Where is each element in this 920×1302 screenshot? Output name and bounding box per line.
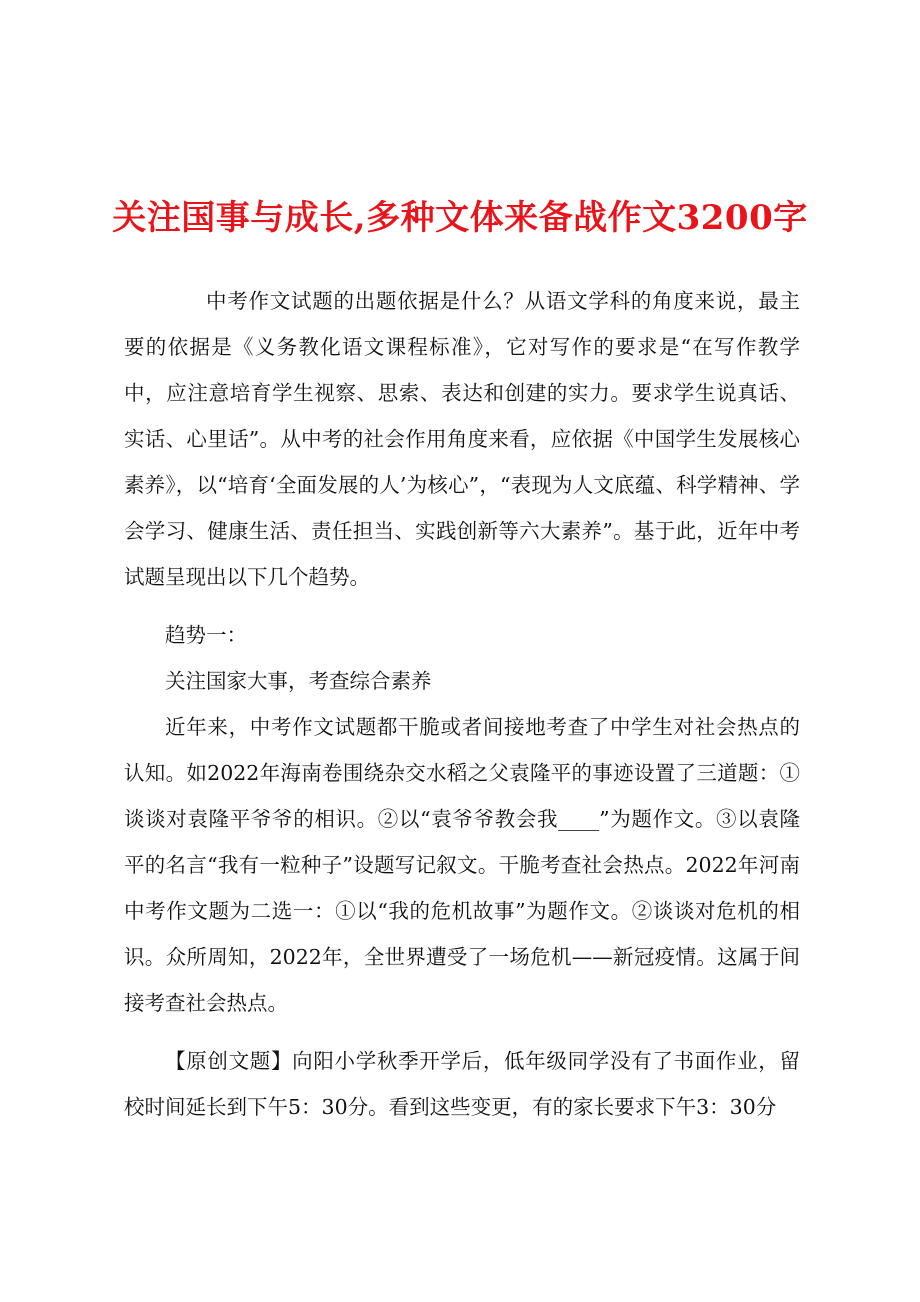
intro-paragraph: 中考作文试题的出题依据是什么？从语文学科的角度来说，最主要的依据是《义务教化语文课程标准》，它对写作的要求是“在写作教学中，应注意培育学生视察、思索、表达和创建的实力。要求学生说真话、实话、心里话”。从中考的社会作用角度来看，应依据《中国学生发展核心素养》，以“培育‘全面发展的人’为核心”，“表现为人文底蕴、科学精神、学会学习、健康生活、责任担当、实践创新等六大素养”。基于此，近年中考试题呈现出以下几个趋势。: [124, 289, 800, 589]
body-paragraph: 近年来，中考作文试题都干脆或者间接地考查了中学生对社会热点的认知。如2022年海南卷围绕杂交水稻之父袁隆平的事迹设置了三道题：①谈谈对袁隆平爷爷的相识。②以“袁爷爷教会我____”为题作文。③以袁隆平的名言“我有一粒种子”设题写记叙文。干脆考查社会热点。2022年河南中考作文题为二选一：①以“我的危机故事”为题作文。②谈谈对危机的相识。众所周知，2022年，全世界遭受了一场危机——新冠疫情。这属于间接考查社会热点。: [124, 715, 800, 1015]
trend-subheading: 关注国家大事，考查综合素养: [165, 669, 432, 693]
trend-heading: 趋势一：: [165, 623, 247, 647]
document-body: [124, 278, 800, 1142]
original-topic-paragraph: 【原创文题】向阳小学秋季开学后，低年级同学没有了书面作业，留校时间延长到下午5：30分。看到这些变更，有的家长要求下午3：30分: [124, 1049, 800, 1119]
document-title: 关注国事与成长,多种文体来备战作文3200字: [112, 198, 808, 238]
